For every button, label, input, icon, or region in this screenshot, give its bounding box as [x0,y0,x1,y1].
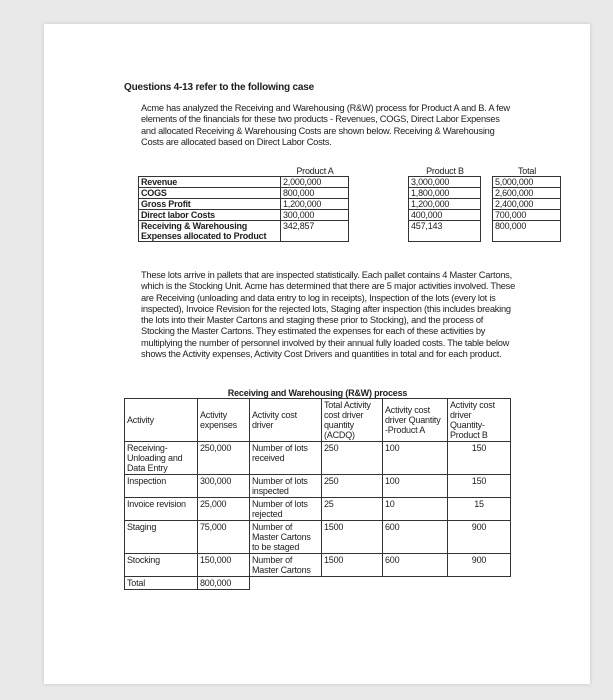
row-label: COGS [139,188,281,199]
cell-total: 700,000 [493,210,561,221]
header-expenses: Activity expenses [198,399,250,442]
cell-product-a: 800,000 [281,188,349,199]
table-row [139,177,561,188]
cell-product-a: 300,000 [281,210,349,221]
header-qty-a: Activity cost driver Quantity -Product A [383,399,448,442]
table-row [139,199,561,210]
cell-expenses: 75,000 [198,521,250,554]
table-row [125,521,511,554]
row-label: Revenue [139,177,281,188]
header-driver: Activity cost driver [250,399,322,442]
table-row [139,221,561,242]
cell-activity: Invoice revision [125,498,198,521]
activity-table [124,388,511,590]
cell-expenses: 250,000 [198,442,250,475]
cell-total: 5,000,000 [493,177,561,188]
cell-product-b: 1,800,000 [409,188,481,199]
cell-product-b: 3,000,000 [409,177,481,188]
cell-qty-b: 150 [448,475,511,498]
cell-driver: Number of lots inspected [250,475,322,498]
cell-total-qty: 1500 [322,521,383,554]
cell-qty-a: 10 [383,498,448,521]
cell-activity: Receiving-Unloading and Data Entry [125,442,198,475]
header-total-qty: Total Activity cost driver quantity (ACDQ) [322,399,383,442]
table-row [125,577,511,590]
table-row [139,210,561,221]
cell-total: 2,600,000 [493,188,561,199]
cell-product-b: 457,143 [409,221,481,242]
cell-driver: Number of lots rejected [250,498,322,521]
cell-activity: Inspection [125,475,198,498]
table-row [125,442,511,475]
cell-total-qty: 25 [322,498,383,521]
cell-qty-a: 600 [383,521,448,554]
table-row [125,554,511,577]
cell-total-qty: 1500 [322,554,383,577]
cell-expenses: 150,000 [198,554,250,577]
financials-table [138,166,561,242]
cell-qty-b: 150 [448,442,511,475]
financials-header-row [139,166,561,177]
cell-total-qty: 250 [322,442,383,475]
cell-product-a: 342,857 [281,221,349,242]
activity-header-row [125,399,511,442]
cell-total-qty: 250 [322,475,383,498]
header-product-a: Product A [296,166,334,176]
cell-activity: Total [125,577,198,590]
activity-table-caption: Receiving and Warehousing (R&W) process [227,388,408,398]
intro-paragraph: Acme has analyzed the Receiving and Warehousing (R&W) process for Product A and B. A few elements of the financials for these two products - Revenues, COGS, Direct Labor Expenses and allocated Receiving & Warehousing Costs are shown below. Receiving & Warehousing Costs are allocated based on Direct Labor Costs. [141,103,510,147]
cell-expenses: 800,000 [198,577,250,590]
cell-qty-a: 600 [383,554,448,577]
cell-driver: Number of Master Cartons to be staged [250,521,322,554]
table-row [139,188,561,199]
cell-qty-a: 100 [383,475,448,498]
header-activity: Activity [125,399,198,442]
cell-expenses: 300,000 [198,475,250,498]
cell-product-a: 2,000,000 [281,177,349,188]
row-label: Direct labor Costs [139,210,281,221]
row-label: Receiving & Warehousing Expenses allocated to Product [139,221,281,242]
cell-total: 800,000 [493,221,561,242]
cell-total: 2,400,000 [493,199,561,210]
header-total: Total [517,166,536,176]
table-row [125,475,511,498]
cell-driver: Number of Master Cartons [250,554,322,577]
cell-qty-b: 15 [448,498,511,521]
cell-activity: Stocking [125,554,198,577]
cell-qty-b: 900 [448,521,511,554]
table-row [125,498,511,521]
header-qty-b: Activity cost driver Quantity-Product B [448,399,511,442]
row-label: Gross Profit [139,199,281,210]
cell-product-b: 1,200,000 [409,199,481,210]
header-product-b: Product B [426,166,464,176]
cell-qty-a: 100 [383,442,448,475]
case-heading: Questions 4-13 refer to the following case [124,82,314,93]
cell-product-b: 400,000 [409,210,481,221]
cell-activity: Staging [125,521,198,554]
cell-product-a: 1,200,000 [281,199,349,210]
cell-driver: Number of lots received [250,442,322,475]
body-paragraph: These lots arrive in pallets that are inspected statistically. Each pallet contains 4 Master Cartons, which is the Stocking Unit. Acme has determined that there are 5 major activities involved. These are Receiving (unloading and data entry to log in receipts), Inspection of the lots (every lot is inspected), Invoice Revision for the rejected lots, Staging after inspection (this includes breaking the lots into their Master Cartons and staging these prior to Stocking), and the process of Stocking the Master Cartons. They estimated the expenses for each of these activities by multiplying the number of personnel involved by their annual fully loaded costs. The table below shows the Activity expenses, Activity Cost Drivers and quantities in total and for each product. [141,270,515,360]
cell-qty-b: 900 [448,554,511,577]
cell-expenses: 25,000 [198,498,250,521]
